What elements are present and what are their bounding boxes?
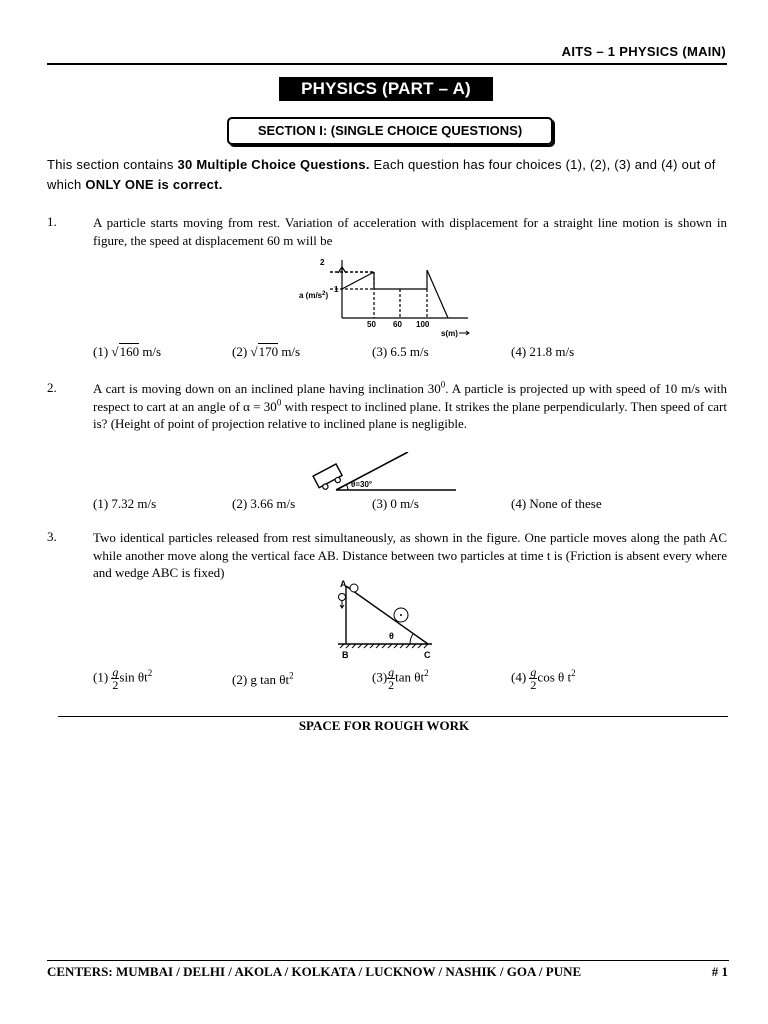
header-title: AITS – 1 PHYSICS (MAIN) [561,44,726,59]
particle-vertical [339,594,346,601]
graph-ramp-line [342,272,374,289]
q2-option-2[interactable]: (2) 3.66 m/s [232,496,296,511]
graph-tick-x100: 100 [416,320,430,329]
header-divider [47,63,727,65]
label-a: A [340,579,347,589]
question-2-text: A cart is moving down on an inclined plane having inclination $30^0$. A particle is projected up with speed of 10 m/s with respect to cart at an angle of $\alpha = 30^0$ with respect to inclined plane. It strikes the plane perpendicularly. Then speed of cart is? (Height of point of projection relative to inclined plane is negligible. [93,379,727,431]
intro-bold-2: ONLY ONE is correct. [85,177,223,192]
incline-angle-label: θ=30° [351,480,373,489]
page-number: # 1 [711,964,728,979]
q1-option-2[interactable]: (2) √170 m/s [232,344,301,359]
intro-text-1: This section contains [47,157,178,172]
sqrt-symbol: √170 [250,344,279,359]
graph-x-label: s(m) [441,329,458,338]
q2-option-1[interactable]: (1) 7.32 m/s [93,496,157,511]
q2-option-3[interactable]: (3) 0 m/s [372,496,419,511]
footer-divider [47,960,729,961]
question-1-text: A particle starts moving from rest. Variation of acceleration with displacement for a straight line motion is shown in figure, the speed at displacement 60 m will be [93,215,727,248]
particle-incline-start [350,584,358,592]
section-instructions [47,155,729,195]
q1-option-1[interactable]: (1) √160 m/s [93,344,162,359]
question-2-number: 2. [47,380,57,395]
graph-tick-y1: 1 [334,285,339,294]
q3-option-2[interactable]: (2) g $\tan \theta t^2$ [232,670,294,687]
label-c: C [424,650,431,660]
part-title: PHYSICS (PART – A) [279,77,493,101]
graph-y-label: a $(m/s^2)$ [299,291,329,300]
footer-centers: CENTERS: MUMBAI / DELHI / AKOLA / KOLKATA / LUCKNOW / NASHIK / GOA / PUNE [47,964,582,979]
question-1-graph [296,256,480,340]
label-b: B [342,650,349,660]
graph-tick-y2: 2 [320,258,325,267]
q2-option-4[interactable]: (4) None of these [511,496,602,511]
q1-option-3[interactable]: (3) 6.5 m/s [372,344,429,359]
q1-option-4[interactable]: (4) 21.8 m/s [511,344,575,359]
fraction: $\frac{g}{2}$ [530,665,537,692]
fraction: $\frac{g}{2}$ [388,665,395,692]
rough-work-label: SPACE FOR ROUGH WORK [298,718,470,733]
wedge-face-ac [346,586,428,644]
question-3-text: Two identical particles released from rest simultaneously, as shown in the figure. One particle moves along the path AC while another move along the vertical face AB. Distance between two particles at time t is (Friction is absent every where and wedge ABC is fixed) [93,530,727,580]
q3-option-3[interactable]: (3) $\frac{g}{2}$ $\tan \theta t^2$ [372,665,429,692]
rough-work-divider [58,716,728,717]
graph-tick-x60: 60 [393,320,402,329]
label-theta: θ [389,631,394,641]
fraction: $\frac{g}{2}$ [112,665,119,692]
q3-option-1[interactable]: (1) $\frac{g}{2}$ $\sin \theta t^2$ [93,665,153,692]
section-title: SECTION I: (SINGLE CHOICE QUESTIONS) [227,117,553,145]
question-3-number: 3. [47,529,57,544]
intro-bold-1: 30 Multiple Choice Questions. [177,157,370,172]
graph-tick-x50: 50 [367,320,376,329]
question-1-number: 1. [47,214,57,229]
q3-option-4[interactable]: (4) $\frac{g}{2}$ cos θ $t^2$ [511,665,576,692]
question-3-wedge-figure [332,578,442,662]
intro-text-2: Each question has four choices (1), (2), (3) and (4) out of which [47,157,716,192]
graph-descent-line [427,270,448,318]
sqrt-symbol: √160 [111,344,140,359]
question-2-incline-figure [296,452,466,496]
